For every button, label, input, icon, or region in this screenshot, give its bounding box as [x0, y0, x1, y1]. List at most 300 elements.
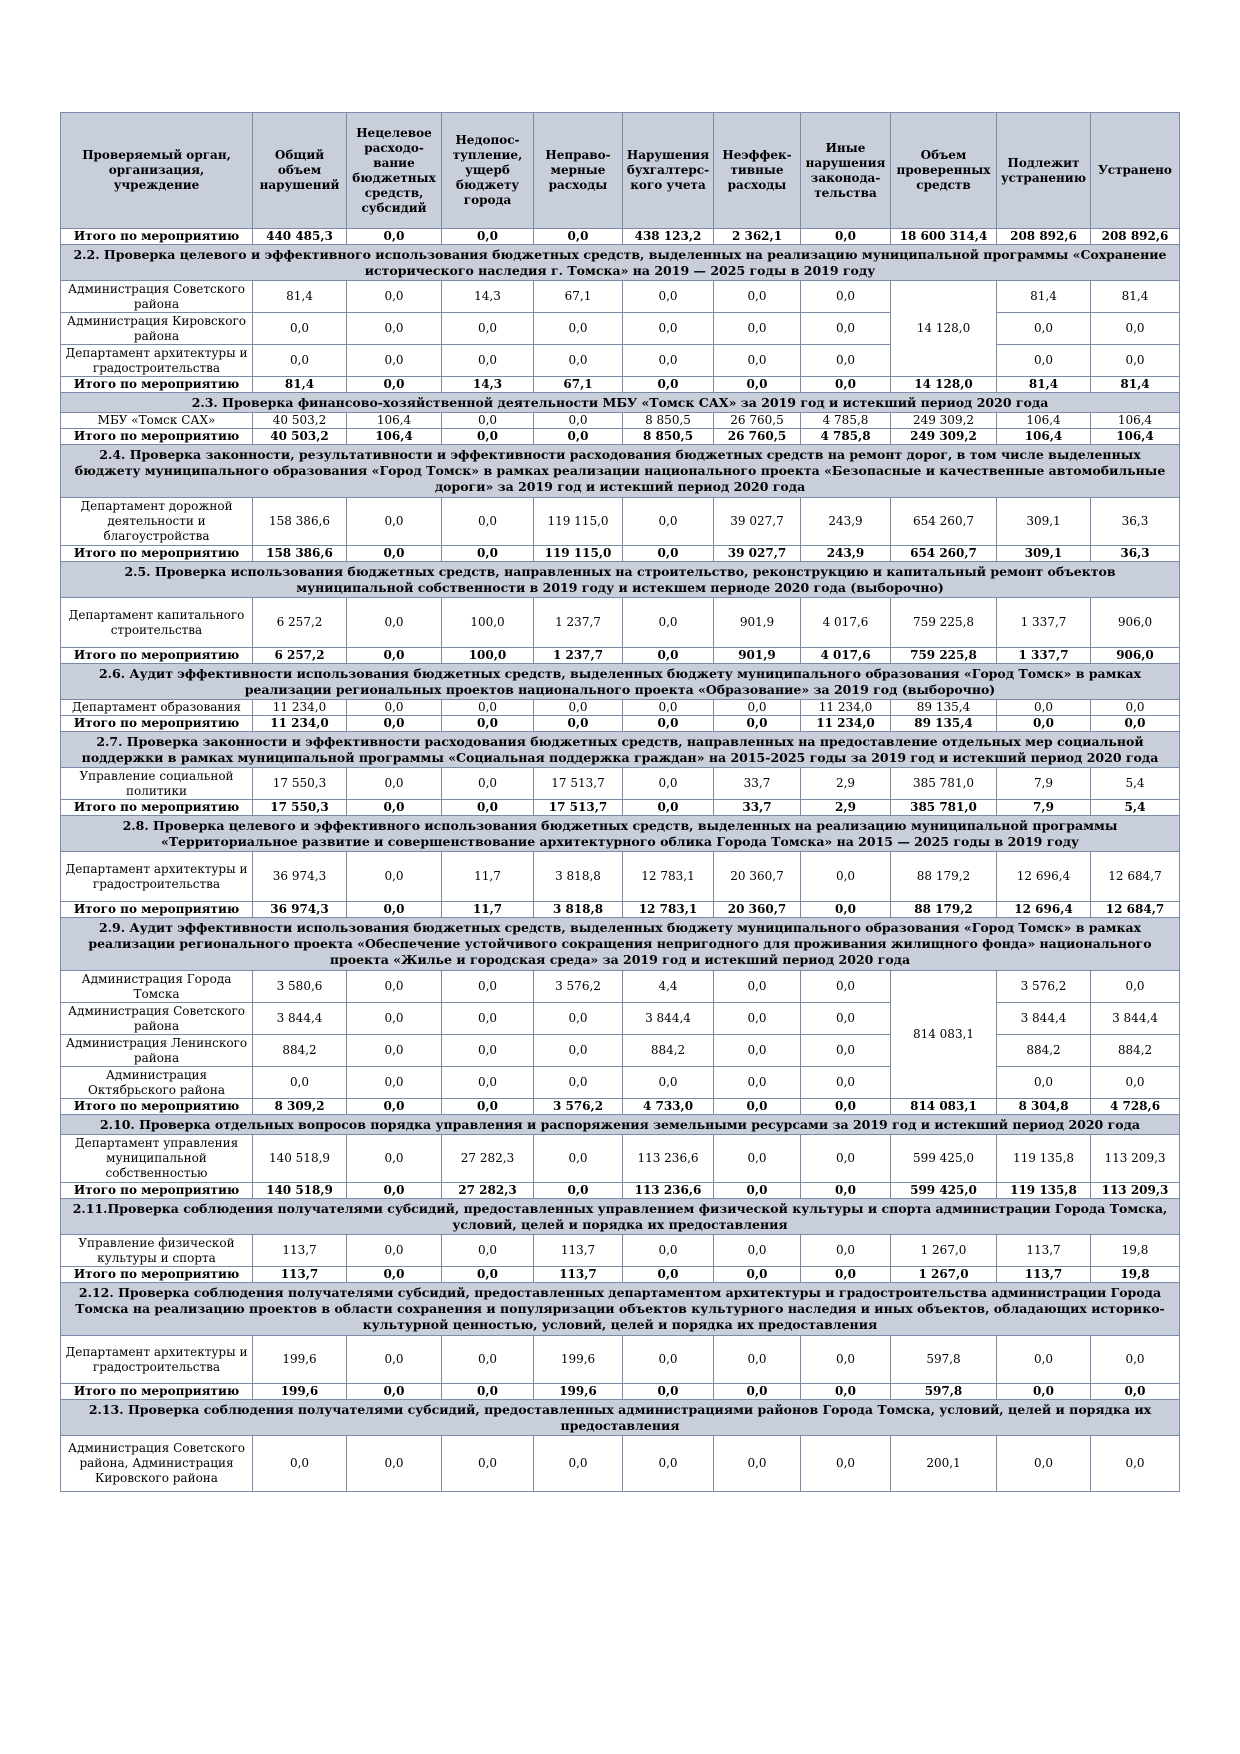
- value-cell: 0,0: [714, 1067, 801, 1099]
- value-cell: 0,0: [347, 852, 442, 902]
- total-cell: 0,0: [997, 1384, 1091, 1400]
- total-cell: 113 209,3: [1091, 1183, 1180, 1199]
- value-cell: 0,0: [714, 1135, 801, 1183]
- total-cell: 0,0: [442, 1267, 534, 1283]
- value-cell: 0,0: [714, 1336, 801, 1384]
- value-cell: 11 234,0: [801, 700, 891, 716]
- total-cell: 12 684,7: [1091, 902, 1180, 918]
- value-cell: 901,9: [714, 598, 801, 648]
- value-cell: 0,0: [347, 1436, 442, 1492]
- total-cell: 0,0: [442, 716, 534, 732]
- organization-cell: Департамент архитектуры и градостроительства: [61, 852, 253, 902]
- value-cell: 11,7: [442, 852, 534, 902]
- value-cell: 884,2: [623, 1035, 714, 1067]
- value-cell: 0,0: [997, 313, 1091, 345]
- total-cell: 2,9: [801, 800, 891, 816]
- total-label: Итого по мероприятию: [61, 546, 253, 562]
- section-title: 2.10. Проверка отдельных вопросов порядка управления и распоряжения земельными ресурсами за 2019 год и истекший период 2020 года: [61, 1115, 1180, 1135]
- total-cell: 81,4: [997, 377, 1091, 393]
- total-cell: 0,0: [347, 1384, 442, 1400]
- value-cell: 0,0: [714, 1235, 801, 1267]
- table-row: [61, 700, 1180, 716]
- total-cell: 12 696,4: [997, 902, 1091, 918]
- value-cell: 113,7: [534, 1235, 623, 1267]
- value-cell: 106,4: [997, 413, 1091, 429]
- value-cell: 0,0: [801, 1436, 891, 1492]
- organization-cell: Администрация Советского района, Администрация Кировского района: [61, 1436, 253, 1492]
- value-cell: 4 017,6: [801, 598, 891, 648]
- total-cell: 0,0: [801, 229, 891, 245]
- value-cell: 81,4: [253, 281, 347, 313]
- value-cell: 0,0: [623, 1067, 714, 1099]
- total-cell: 0,0: [347, 648, 442, 664]
- total-cell: 17 513,7: [534, 800, 623, 816]
- total-cell: 113,7: [534, 1267, 623, 1283]
- total-cell: 113 236,6: [623, 1183, 714, 1199]
- value-cell: 113,7: [997, 1235, 1091, 1267]
- total-cell: 4 017,6: [801, 648, 891, 664]
- total-cell: 18 600 314,4: [891, 229, 997, 245]
- value-cell: 14,3: [442, 281, 534, 313]
- table-row: [61, 413, 1180, 429]
- total-cell: 40 503,2: [253, 429, 347, 445]
- value-cell: 0,0: [997, 1336, 1091, 1384]
- total-cell: 113,7: [253, 1267, 347, 1283]
- value-cell: 597,8: [891, 1336, 997, 1384]
- organization-cell: Управление физической культуры и спорта: [61, 1235, 253, 1267]
- value-cell: 3 580,6: [253, 971, 347, 1003]
- value-cell: 140 518,9: [253, 1135, 347, 1183]
- table-row: [61, 1235, 1180, 1267]
- value-cell: 113,7: [253, 1235, 347, 1267]
- value-cell: 8 850,5: [623, 413, 714, 429]
- value-cell: 0,0: [534, 1436, 623, 1492]
- value-cell: 0,0: [442, 1336, 534, 1384]
- organization-cell: Департамент капитального строительства: [61, 598, 253, 648]
- total-cell: 11 234,0: [801, 716, 891, 732]
- table-row: [61, 1067, 1180, 1099]
- table-row: [61, 281, 1180, 313]
- section-title: 2.5. Проверка использования бюджетных средств, направленных на строительство, реконструкцию и капитальный ремонт объектов муниципальной собственности в 2019 году и истекшем периоде 2020 года (выборочно): [61, 562, 1180, 598]
- total-cell: 158 386,6: [253, 546, 347, 562]
- organization-cell: Администрация Ленинского района: [61, 1035, 253, 1067]
- total-cell: 0,0: [714, 1384, 801, 1400]
- total-cell: 39 027,7: [714, 546, 801, 562]
- total-row: [61, 377, 1180, 393]
- section-title-row: [61, 816, 1180, 852]
- total-cell: 249 309,2: [891, 429, 997, 445]
- total-cell: 0,0: [714, 1267, 801, 1283]
- total-cell: 0,0: [801, 1384, 891, 1400]
- table-row: [61, 768, 1180, 800]
- section-title-row: [61, 1199, 1180, 1235]
- value-cell: 0,0: [534, 313, 623, 345]
- total-label: Итого по мероприятию: [61, 377, 253, 393]
- value-cell: 0,0: [623, 1436, 714, 1492]
- organization-cell: Управление социальной политики: [61, 768, 253, 800]
- organization-cell: Департамент управления муниципальной собственностью: [61, 1135, 253, 1183]
- value-cell: 0,0: [623, 498, 714, 546]
- total-label: Итого по мероприятию: [61, 1267, 253, 1283]
- value-cell: 0,0: [714, 313, 801, 345]
- total-cell: 140 518,9: [253, 1183, 347, 1199]
- total-cell: 8 309,2: [253, 1099, 347, 1115]
- value-cell: 0,0: [442, 413, 534, 429]
- total-cell: 0,0: [801, 377, 891, 393]
- total-cell: 106,4: [347, 429, 442, 445]
- total-cell: 0,0: [442, 1099, 534, 1115]
- value-cell: 3 576,2: [997, 971, 1091, 1003]
- section-title: 2.3. Проверка финансово-хозяйственной деятельности МБУ «Томск САХ» за 2019 год и истекший период 2020 года: [61, 393, 1180, 413]
- total-cell: 81,4: [1091, 377, 1180, 393]
- total-cell: 0,0: [623, 800, 714, 816]
- total-cell: 385 781,0: [891, 800, 997, 816]
- value-cell: 0,0: [347, 1135, 442, 1183]
- total-cell: 14 128,0: [891, 377, 997, 393]
- header-cell: Общий объем нарушений: [253, 113, 347, 229]
- value-cell: 89 135,4: [891, 700, 997, 716]
- value-cell: 0,0: [1091, 1067, 1180, 1099]
- table-row: [61, 971, 1180, 1003]
- organization-cell: Администрация Советского района: [61, 1003, 253, 1035]
- value-cell: 0,0: [1091, 313, 1180, 345]
- value-cell: 2,9: [801, 768, 891, 800]
- value-cell: 0,0: [347, 1235, 442, 1267]
- total-label: Итого по мероприятию: [61, 800, 253, 816]
- total-label: Итого по мероприятию: [61, 716, 253, 732]
- organization-cell: Администрация Кировского района: [61, 313, 253, 345]
- value-cell: 249 309,2: [891, 413, 997, 429]
- total-cell: 599 425,0: [891, 1183, 997, 1199]
- value-cell: 11 234,0: [253, 700, 347, 716]
- total-cell: 106,4: [1091, 429, 1180, 445]
- value-cell: 0,0: [347, 598, 442, 648]
- total-row: [61, 800, 1180, 816]
- value-cell: 100,0: [442, 598, 534, 648]
- header-cell: Устранено: [1091, 113, 1180, 229]
- value-cell: 36,3: [1091, 498, 1180, 546]
- value-cell: 0,0: [442, 700, 534, 716]
- value-cell: 0,0: [534, 1135, 623, 1183]
- value-cell: 0,0: [801, 313, 891, 345]
- section-title-row: [61, 445, 1180, 498]
- value-cell: 906,0: [1091, 598, 1180, 648]
- value-cell: 20 360,7: [714, 852, 801, 902]
- value-cell: 0,0: [442, 498, 534, 546]
- total-label: Итого по мероприятию: [61, 902, 253, 918]
- value-cell: 0,0: [534, 413, 623, 429]
- section-title-row: [61, 732, 1180, 768]
- value-cell: 0,0: [714, 971, 801, 1003]
- value-cell: 0,0: [347, 971, 442, 1003]
- value-cell: 0,0: [623, 1235, 714, 1267]
- total-cell: 0,0: [997, 716, 1091, 732]
- value-cell: 0,0: [801, 852, 891, 902]
- total-cell: 89 135,4: [891, 716, 997, 732]
- value-cell: 0,0: [1091, 345, 1180, 377]
- total-cell: 0,0: [623, 546, 714, 562]
- total-cell: 0,0: [347, 377, 442, 393]
- total-cell: 33,7: [714, 800, 801, 816]
- total-row: [61, 546, 1180, 562]
- total-label: Итого по мероприятию: [61, 429, 253, 445]
- section-title: 2.11.Проверка соблюдения получателями субсидий, предоставленных управлением физической культуры и спорта администрации Города Томска, условий, целей и порядка их предоставления: [61, 1199, 1180, 1235]
- value-cell: 0,0: [347, 768, 442, 800]
- total-cell: 88 179,2: [891, 902, 997, 918]
- value-cell: 6 257,2: [253, 598, 347, 648]
- value-cell: 0,0: [1091, 1436, 1180, 1492]
- value-cell: 654 260,7: [891, 498, 997, 546]
- value-cell: 67,1: [534, 281, 623, 313]
- checked-funds-merged-cell: 14 128,0: [891, 281, 997, 377]
- value-cell: 0,0: [997, 1436, 1091, 1492]
- header-cell: Объем проверенных средств: [891, 113, 997, 229]
- total-cell: 14,3: [442, 377, 534, 393]
- total-cell: 4 728,6: [1091, 1099, 1180, 1115]
- section-title-row: [61, 393, 1180, 413]
- total-cell: 199,6: [534, 1384, 623, 1400]
- total-row: [61, 229, 1180, 245]
- table-row: [61, 1336, 1180, 1384]
- total-cell: 0,0: [623, 716, 714, 732]
- value-cell: 0,0: [347, 1067, 442, 1099]
- total-cell: 36,3: [1091, 546, 1180, 562]
- total-cell: 19,8: [1091, 1267, 1180, 1283]
- value-cell: 0,0: [442, 1035, 534, 1067]
- value-cell: 0,0: [801, 1235, 891, 1267]
- total-cell: 11 234,0: [253, 716, 347, 732]
- value-cell: 0,0: [442, 345, 534, 377]
- value-cell: 3 818,8: [534, 852, 623, 902]
- value-cell: 0,0: [623, 700, 714, 716]
- value-cell: 884,2: [997, 1035, 1091, 1067]
- value-cell: 1 267,0: [891, 1235, 997, 1267]
- total-cell: 0,0: [801, 1267, 891, 1283]
- total-cell: 0,0: [623, 1384, 714, 1400]
- total-cell: 119 115,0: [534, 546, 623, 562]
- section-title-row: [61, 664, 1180, 700]
- total-cell: 8 304,8: [997, 1099, 1091, 1115]
- value-cell: 12 684,7: [1091, 852, 1180, 902]
- total-cell: 3 576,2: [534, 1099, 623, 1115]
- value-cell: 0,0: [714, 1003, 801, 1035]
- value-cell: 0,0: [623, 345, 714, 377]
- section-title: 2.7. Проверка законности и эффективности расходования бюджетных средств, направленных на предоставление отдельных мер социальной поддержки в рамках муниципальной программы «Социальная поддержка граждан» на 2015-2025 годы за 2019 год и истекший период 2020 года: [61, 732, 1180, 768]
- total-cell: 0,0: [1091, 1384, 1180, 1400]
- total-cell: 12 783,1: [623, 902, 714, 918]
- value-cell: 0,0: [997, 700, 1091, 716]
- total-cell: 0,0: [442, 546, 534, 562]
- value-cell: 17 513,7: [534, 768, 623, 800]
- value-cell: 106,4: [347, 413, 442, 429]
- value-cell: 119 135,8: [997, 1135, 1091, 1183]
- value-cell: 3 844,4: [623, 1003, 714, 1035]
- value-cell: 0,0: [534, 345, 623, 377]
- value-cell: 0,0: [253, 313, 347, 345]
- value-cell: 385 781,0: [891, 768, 997, 800]
- inspection-results-table: [60, 112, 1180, 1492]
- value-cell: 39 027,7: [714, 498, 801, 546]
- value-cell: 199,6: [253, 1336, 347, 1384]
- value-cell: 12 696,4: [997, 852, 1091, 902]
- value-cell: 81,4: [1091, 281, 1180, 313]
- total-cell: 1 267,0: [891, 1267, 997, 1283]
- value-cell: 1 237,7: [534, 598, 623, 648]
- total-cell: 0,0: [714, 377, 801, 393]
- total-row: [61, 429, 1180, 445]
- value-cell: 3 844,4: [1091, 1003, 1180, 1035]
- table-body: [61, 229, 1180, 1492]
- value-cell: 0,0: [253, 1436, 347, 1492]
- table-row: [61, 498, 1180, 546]
- total-label: Итого по мероприятию: [61, 229, 253, 245]
- table-row: [61, 1003, 1180, 1035]
- total-cell: 0,0: [623, 377, 714, 393]
- section-title: 2.8. Проверка целевого и эффективного использования бюджетных средств, выделенных на реализацию муниципальной программы «Территориальное развитие и совершенствование архитектурного облика Города Томска» на 2015 — 2025 годы в 2019 году: [61, 816, 1180, 852]
- organization-cell: Администрация Советского района: [61, 281, 253, 313]
- total-cell: 0,0: [347, 902, 442, 918]
- total-row: [61, 1099, 1180, 1115]
- value-cell: 0,0: [801, 1003, 891, 1035]
- total-cell: 0,0: [534, 429, 623, 445]
- value-cell: 81,4: [997, 281, 1091, 313]
- section-title: 2.2. Проверка целевого и эффективного использования бюджетных средств, выделенных на реализацию муниципальной программы «Сохранение исторического наследия г. Томска» на 2019 — 2025 годы в 2019 году: [61, 245, 1180, 281]
- header-cell: Недопос-тупление, ущерб бюджету города: [442, 113, 534, 229]
- total-cell: 0,0: [714, 716, 801, 732]
- value-cell: 0,0: [253, 1067, 347, 1099]
- total-cell: 0,0: [801, 902, 891, 918]
- value-cell: 0,0: [347, 700, 442, 716]
- value-cell: 243,9: [801, 498, 891, 546]
- total-cell: 81,4: [253, 377, 347, 393]
- value-cell: 0,0: [534, 1003, 623, 1035]
- total-cell: 0,0: [347, 800, 442, 816]
- total-row: [61, 1384, 1180, 1400]
- value-cell: 33,7: [714, 768, 801, 800]
- value-cell: 26 760,5: [714, 413, 801, 429]
- value-cell: 0,0: [253, 345, 347, 377]
- value-cell: 7,9: [997, 768, 1091, 800]
- total-cell: 759 225,8: [891, 648, 997, 664]
- total-cell: 0,0: [534, 229, 623, 245]
- total-cell: 0,0: [801, 1183, 891, 1199]
- value-cell: 1 337,7: [997, 598, 1091, 648]
- section-title: 2.12. Проверка соблюдения получателями субсидий, предоставленных департаментом архитектуры и градостроительства администрации Города Томска на реализацию проектов в области сохранения и популяризации объектов культурного наследия и иных объектов, обладающих историко-культурной ценностью, условий, целей и порядка их предоставления: [61, 1283, 1180, 1336]
- value-cell: 0,0: [623, 281, 714, 313]
- total-cell: 36 974,3: [253, 902, 347, 918]
- value-cell: 12 783,1: [623, 852, 714, 902]
- total-cell: 906,0: [1091, 648, 1180, 664]
- table-row: [61, 313, 1180, 345]
- total-cell: 27 282,3: [442, 1183, 534, 1199]
- total-cell: 901,9: [714, 648, 801, 664]
- total-label: Итого по мероприятию: [61, 1099, 253, 1115]
- section-title-row: [61, 1400, 1180, 1436]
- organization-cell: Администрация Города Томска: [61, 971, 253, 1003]
- total-cell: 0,0: [623, 1267, 714, 1283]
- total-row: [61, 1183, 1180, 1199]
- total-cell: 6 257,2: [253, 648, 347, 664]
- total-cell: 208 892,6: [1091, 229, 1180, 245]
- value-cell: 0,0: [714, 281, 801, 313]
- value-cell: 0,0: [801, 1067, 891, 1099]
- value-cell: 113 209,3: [1091, 1135, 1180, 1183]
- value-cell: 3 844,4: [253, 1003, 347, 1035]
- total-cell: 440 485,3: [253, 229, 347, 245]
- value-cell: 27 282,3: [442, 1135, 534, 1183]
- header-cell: Иные нарушения законода-тельства: [801, 113, 891, 229]
- section-title: 2.13. Проверка соблюдения получателями субсидий, предоставленных администрациями районов Города Томска, условий, целей и порядка их предоставления: [61, 1400, 1180, 1436]
- value-cell: 0,0: [714, 1035, 801, 1067]
- section-title: 2.9. Аудит эффективности использования бюджетных средств, выделенных бюджету муниципального образования «Город Томск» в рамках реализации регионального проекта «Обеспечение устойчивого сокращения непригодного для проживания жилищного фонда» национального проекта «Жилье и городская среда» за 2019 год и истекший период 2020 года: [61, 918, 1180, 971]
- total-cell: 106,4: [997, 429, 1091, 445]
- value-cell: 0,0: [1091, 1336, 1180, 1384]
- total-row: [61, 1267, 1180, 1283]
- value-cell: 759 225,8: [891, 598, 997, 648]
- total-cell: 1 237,7: [534, 648, 623, 664]
- total-row: [61, 648, 1180, 664]
- value-cell: 0,0: [801, 1135, 891, 1183]
- total-cell: 199,6: [253, 1384, 347, 1400]
- value-cell: 113 236,6: [623, 1135, 714, 1183]
- table-row: [61, 1436, 1180, 1492]
- value-cell: 0,0: [801, 1336, 891, 1384]
- value-cell: 0,0: [714, 1436, 801, 1492]
- value-cell: 0,0: [347, 313, 442, 345]
- header-cell: Неправо-мерные расходы: [534, 113, 623, 229]
- value-cell: 0,0: [442, 1067, 534, 1099]
- value-cell: 0,0: [623, 1336, 714, 1384]
- total-cell: 0,0: [347, 716, 442, 732]
- value-cell: 0,0: [1091, 971, 1180, 1003]
- value-cell: 0,0: [997, 1067, 1091, 1099]
- total-cell: 0,0: [714, 1099, 801, 1115]
- value-cell: 36 974,3: [253, 852, 347, 902]
- header-cell: Проверяемый орган, организация, учреждение: [61, 113, 253, 229]
- value-cell: 0,0: [801, 345, 891, 377]
- value-cell: 106,4: [1091, 413, 1180, 429]
- total-cell: 0,0: [347, 1183, 442, 1199]
- section-title: 2.4. Проверка законности, результативности и эффективности расходования бюджетных средств на ремонт дорог, в том числе выделенных бюджету муниципального образования «Город Томск» в рамках реализации национального проекта «Безопасные и качественные автомобильные дороги» за 2019 год и истекший период 2020 года: [61, 445, 1180, 498]
- total-cell: 1 337,7: [997, 648, 1091, 664]
- total-cell: 0,0: [623, 648, 714, 664]
- total-label: Итого по мероприятию: [61, 648, 253, 664]
- total-cell: 11,7: [442, 902, 534, 918]
- section-title-row: [61, 918, 1180, 971]
- total-cell: 26 760,5: [714, 429, 801, 445]
- value-cell: 309,1: [997, 498, 1091, 546]
- total-cell: 0,0: [442, 1384, 534, 1400]
- total-cell: 243,9: [801, 546, 891, 562]
- value-cell: 0,0: [347, 345, 442, 377]
- value-cell: 4,4: [623, 971, 714, 1003]
- value-cell: 0,0: [534, 1067, 623, 1099]
- value-cell: 0,0: [442, 971, 534, 1003]
- total-cell: 208 892,6: [997, 229, 1091, 245]
- total-cell: 0,0: [1091, 716, 1180, 732]
- organization-cell: Администрация Октябрьского района: [61, 1067, 253, 1099]
- value-cell: 3 844,4: [997, 1003, 1091, 1035]
- value-cell: 17 550,3: [253, 768, 347, 800]
- table-row: [61, 345, 1180, 377]
- section-title-row: [61, 245, 1180, 281]
- value-cell: 884,2: [1091, 1035, 1180, 1067]
- total-cell: 0,0: [534, 716, 623, 732]
- organization-cell: Департамент образования: [61, 700, 253, 716]
- organization-cell: Департамент дорожной деятельности и благоустройства: [61, 498, 253, 546]
- total-cell: 597,8: [891, 1384, 997, 1400]
- value-cell: 0,0: [1091, 700, 1180, 716]
